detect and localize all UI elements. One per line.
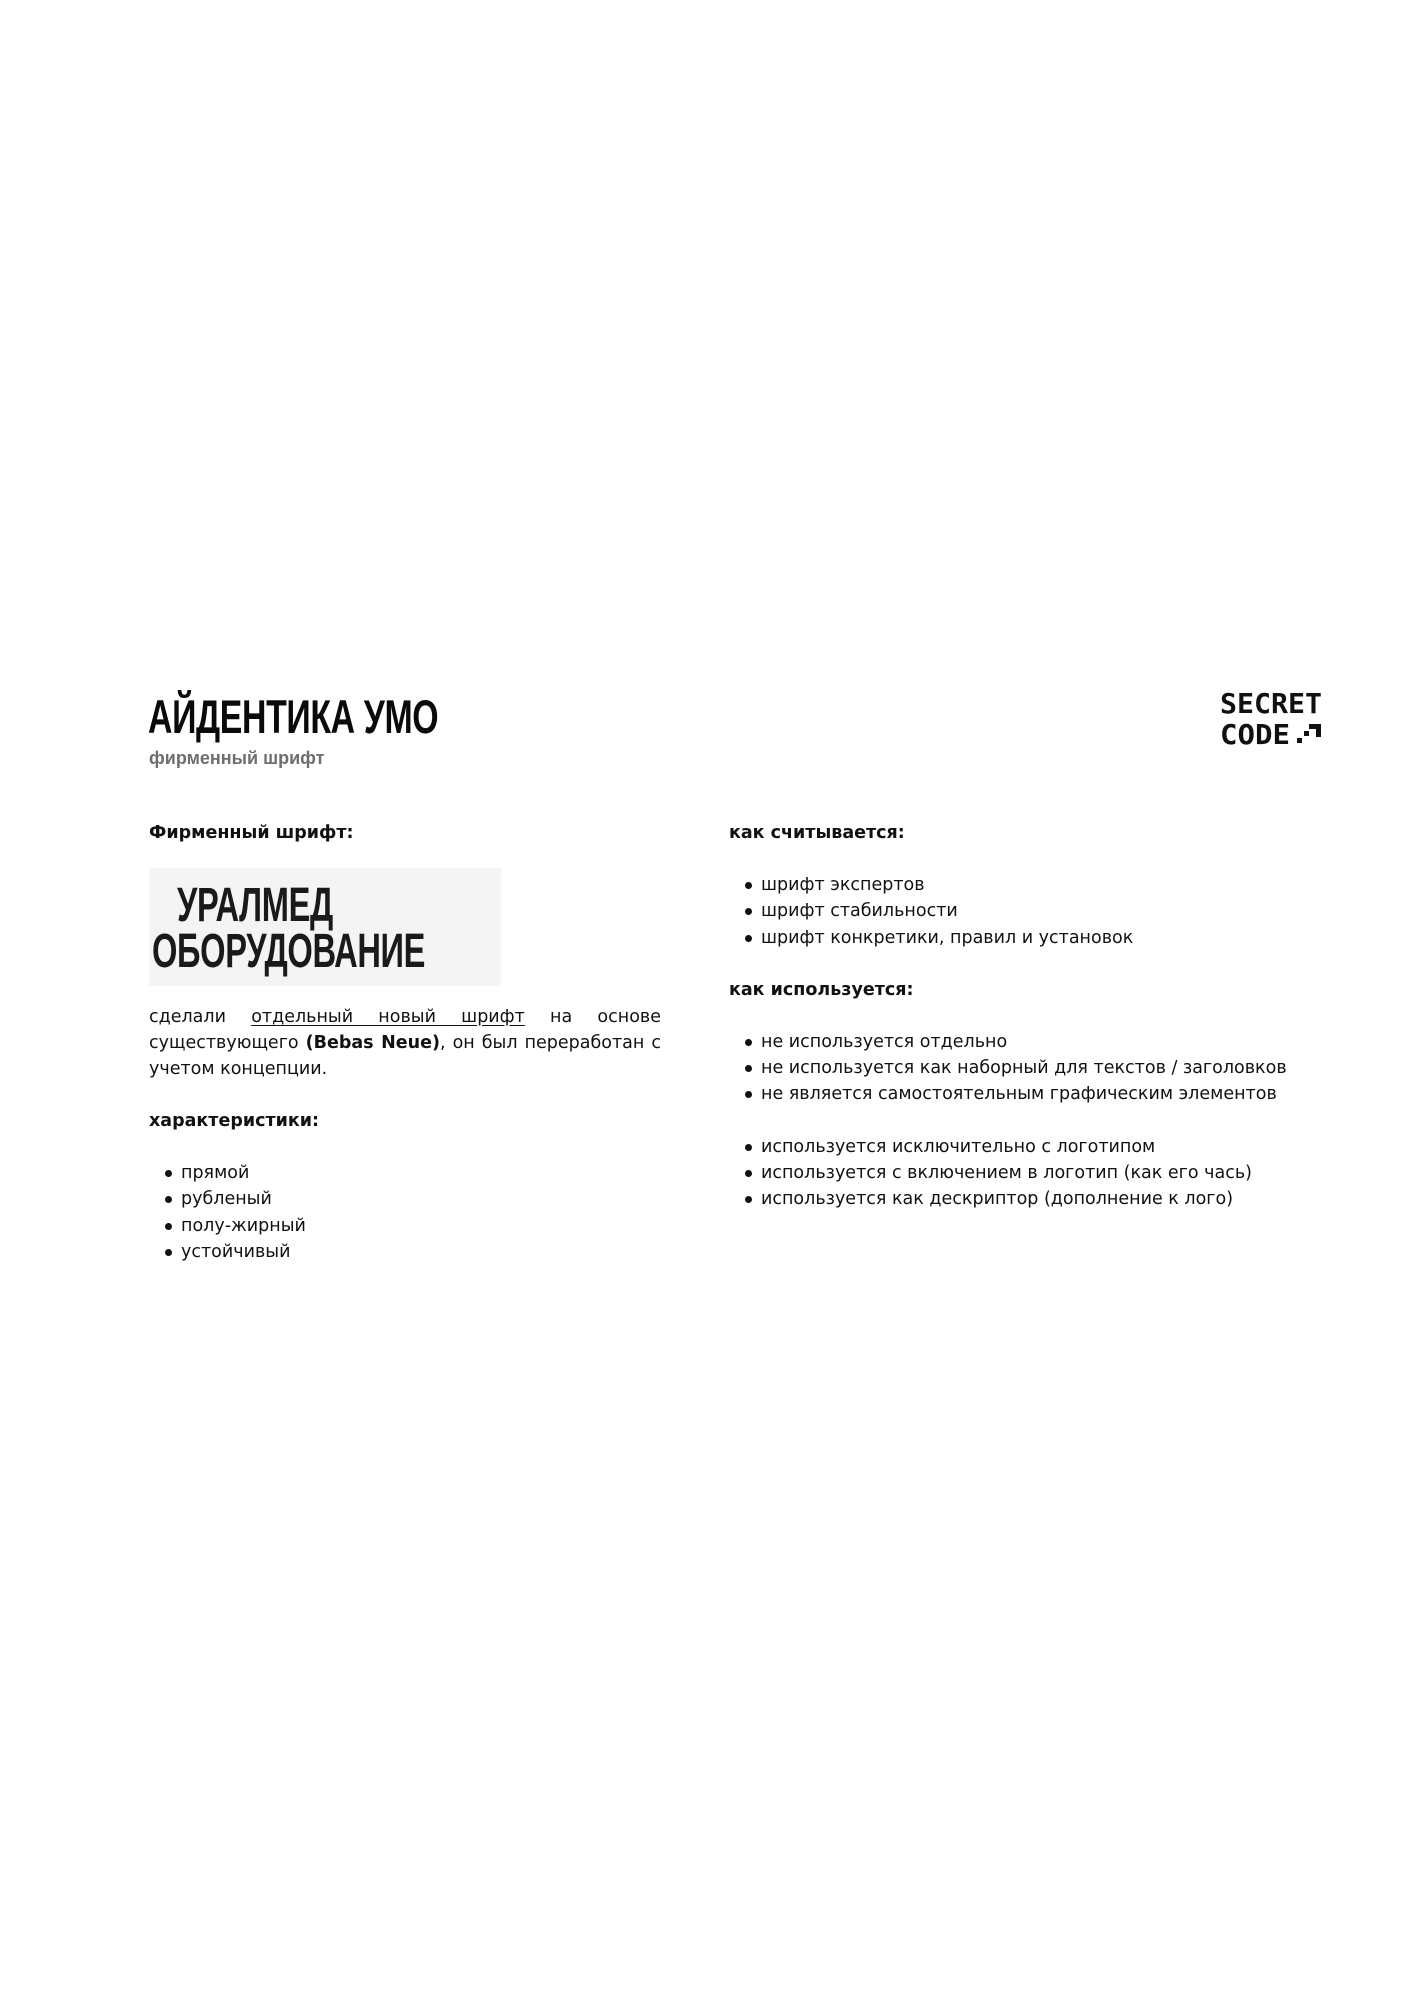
desc-end: , он был переработан с учетом концепции.	[149, 1033, 661, 1079]
logo-graphic	[1220, 686, 1324, 750]
logo-line-1: SECRET	[1220, 687, 1322, 720]
list-item: рубленый	[181, 1186, 661, 1212]
desc-link: отдельный новый шрифт	[251, 1007, 525, 1027]
list-item: не является самостоятельным графическим элементов	[761, 1081, 1329, 1107]
list-item: шрифт конкретики, правил и установок	[761, 925, 1329, 951]
not-used-list	[729, 1029, 1329, 1108]
logo-line-2: CODE	[1220, 718, 1290, 750]
use-label: как используется:	[729, 979, 914, 1000]
font-sample-line-2: ОБОРУДОВАНИЕ	[152, 925, 426, 978]
list-item: шрифт стабильности	[761, 898, 1329, 924]
page-title: АЙДЕНТИКА УМО	[148, 690, 439, 743]
left-column	[149, 820, 661, 1265]
list-item: полу-жирный	[181, 1213, 661, 1239]
list-item: прямой	[181, 1160, 661, 1186]
list-item: используется как дескриптор (дополнение к лого)	[761, 1186, 1329, 1212]
desc-font-name: (Bebas Neue)	[305, 1033, 440, 1053]
read-label: как считывается:	[729, 823, 905, 843]
right-column	[729, 820, 1329, 1213]
list-item: используется с включением в логотип (как его чась)	[761, 1160, 1329, 1186]
list-item: устойчивый	[181, 1239, 661, 1265]
page-subtitle: фирменный шрифт	[149, 748, 325, 768]
list-item: не используется как наборный для текстов / заголовков	[761, 1055, 1329, 1081]
read-list	[729, 872, 1329, 951]
font-label: Фирменный шрифт:	[149, 823, 354, 843]
font-sample	[149, 868, 501, 986]
desc-mid: на основе существующего	[149, 1007, 661, 1053]
font-sample-line-1: УРАЛМЕД	[177, 879, 333, 932]
pixel-arrow-icon	[1297, 724, 1321, 743]
characteristics-label: характеристики:	[149, 1111, 320, 1131]
list-item: шрифт экспертов	[761, 872, 1329, 898]
font-description	[149, 1004, 661, 1082]
desc-start: сделали	[149, 1007, 252, 1027]
used-list	[729, 1134, 1329, 1213]
characteristics-list	[149, 1160, 661, 1265]
list-item: используется исключительно с логотипом	[761, 1134, 1329, 1160]
secret-code-logo	[1220, 686, 1324, 750]
list-item: не используется отдельно	[761, 1029, 1329, 1055]
